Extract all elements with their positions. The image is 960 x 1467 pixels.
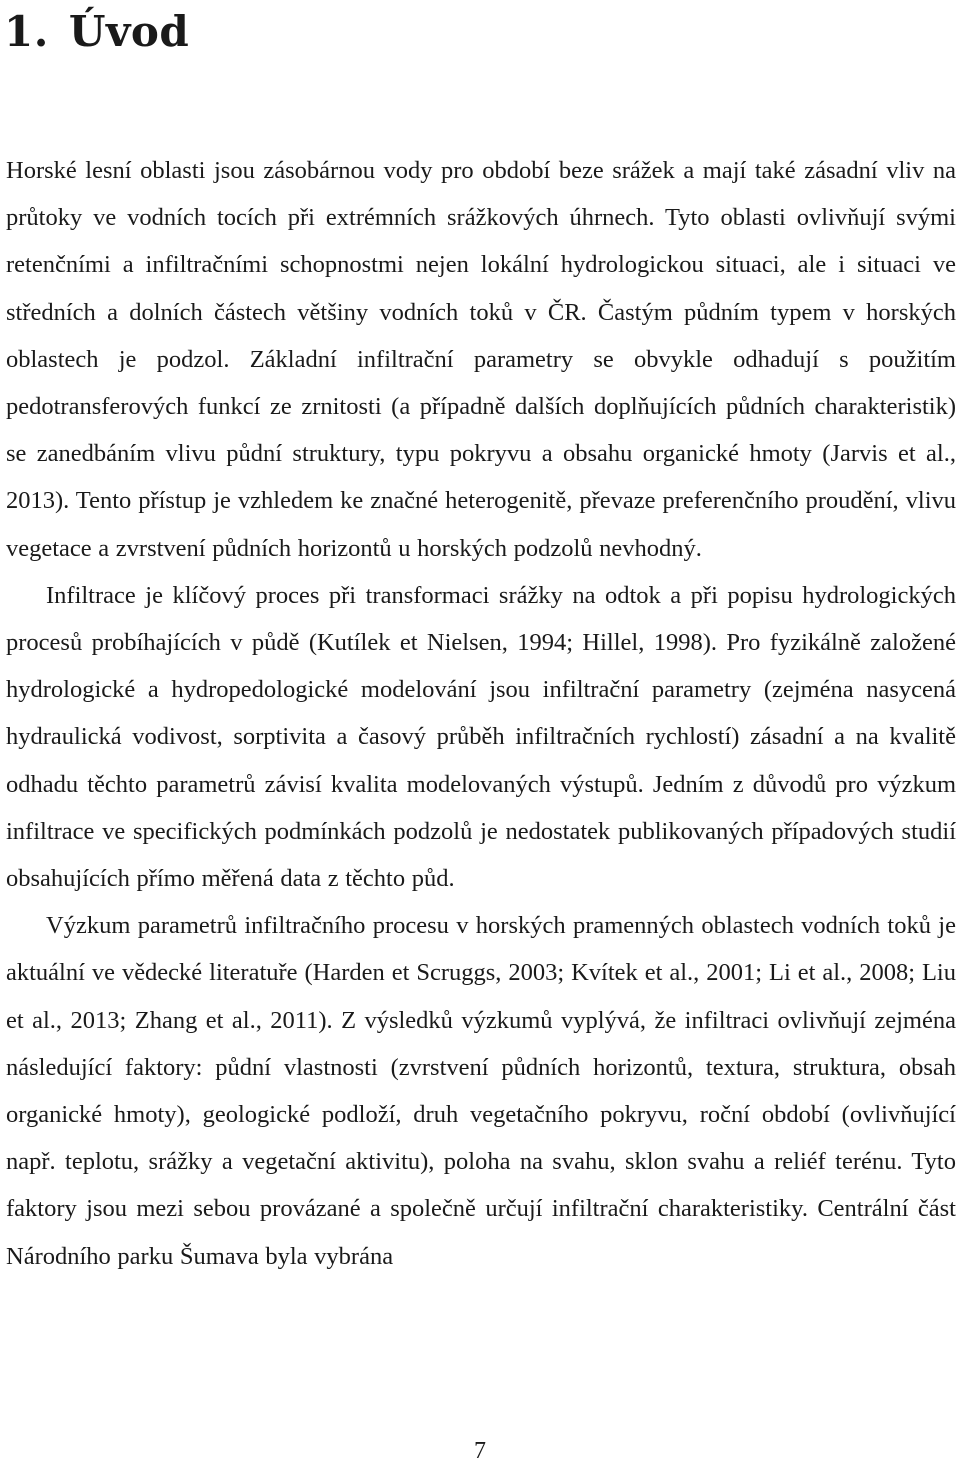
paragraph-3: Výzkum parametrů infiltračního procesu v horských pramenných oblastech vodních toků je aktuální ve vědecké literatuře (Harden et Scruggs, 2003; Kvítek et al., 2001; Li et al., 2008; Liu et al., 2013; Zhang et al., 2011). Z výsledků výzkumů vyplývá, že infiltraci ovlivňují zejména následující faktory: půdní vlastnosti (zvrstvení půdních horizontů, textura, struktura, obsah organické hmoty), geologické podloží, druh vegetačního pokryvu, roční období (ovlivňující např. teplotu, srážky a vegetační aktivitu), poloha na svahu, sklon svahu a reliéf terénu. Tyto faktory jsou mezi sebou provázané a společně určují infiltrační charakteristiky. Centrální část Národního parku Šumava byla vybrána: [6, 912, 956, 1270]
body-text: [6, 147, 956, 1280]
chapter-title-text: Úvod: [68, 7, 190, 56]
paragraph-1: Horské lesní oblasti jsou zásobárnou vody pro období beze srážek a mají také zásadní vliv na průtoky ve vodních tocích při extrémních srážkových úhrnech. Tyto oblasti ovlivňují svými retenčními a infiltračními schopnostmi nejen lokální hydrologickou situaci, ale i situaci ve středních a dolních částech většiny vodních toků v ČR. Častým půdním typem v horských oblastech je podzol. Základní infiltrační parametry se obvykle odhadují s použitím pedotransferových funkcí ze zrnitosti (a případně dalších doplňujících půdních charakteristik) se zanedbáním vlivu půdní struktury, typu pokryvu a obsahu organické hmoty (Jarvis et al., 2013). Tento přístup je vzhledem ke značné heterogenitě, převaze preferenčního proudění, vlivu vegetace a zvrstvení půdních horizontů u horských podzolů nevhodný.: [6, 157, 956, 562]
chapter-number: 1.: [4, 7, 49, 56]
chapter-title: [4, 4, 189, 60]
paragraph-2: Infiltrace je klíčový proces při transformaci srážky na odtok a při popisu hydrologických procesů probíhajících v půdě (Kutílek et Nielsen, 1994; Hillel, 1998). Pro fyzikálně založené hydrologické a hydropedologické modelování jsou infiltrační parametry (zejména nasycená hydraulická vodivost, sorptivita a časový průběh infiltračních rychlostí) zásadní a na kvalitě odhadu těchto parametrů závisí kvalita modelovaných výstupů. Jedním z důvodů pro výzkum infiltrace ve specifických podmínkách podzolů je nedostatek publikovaných případových studií obsahujících přímo měřená data z těchto půd.: [6, 581, 956, 893]
page-number: 7: [474, 1438, 486, 1464]
